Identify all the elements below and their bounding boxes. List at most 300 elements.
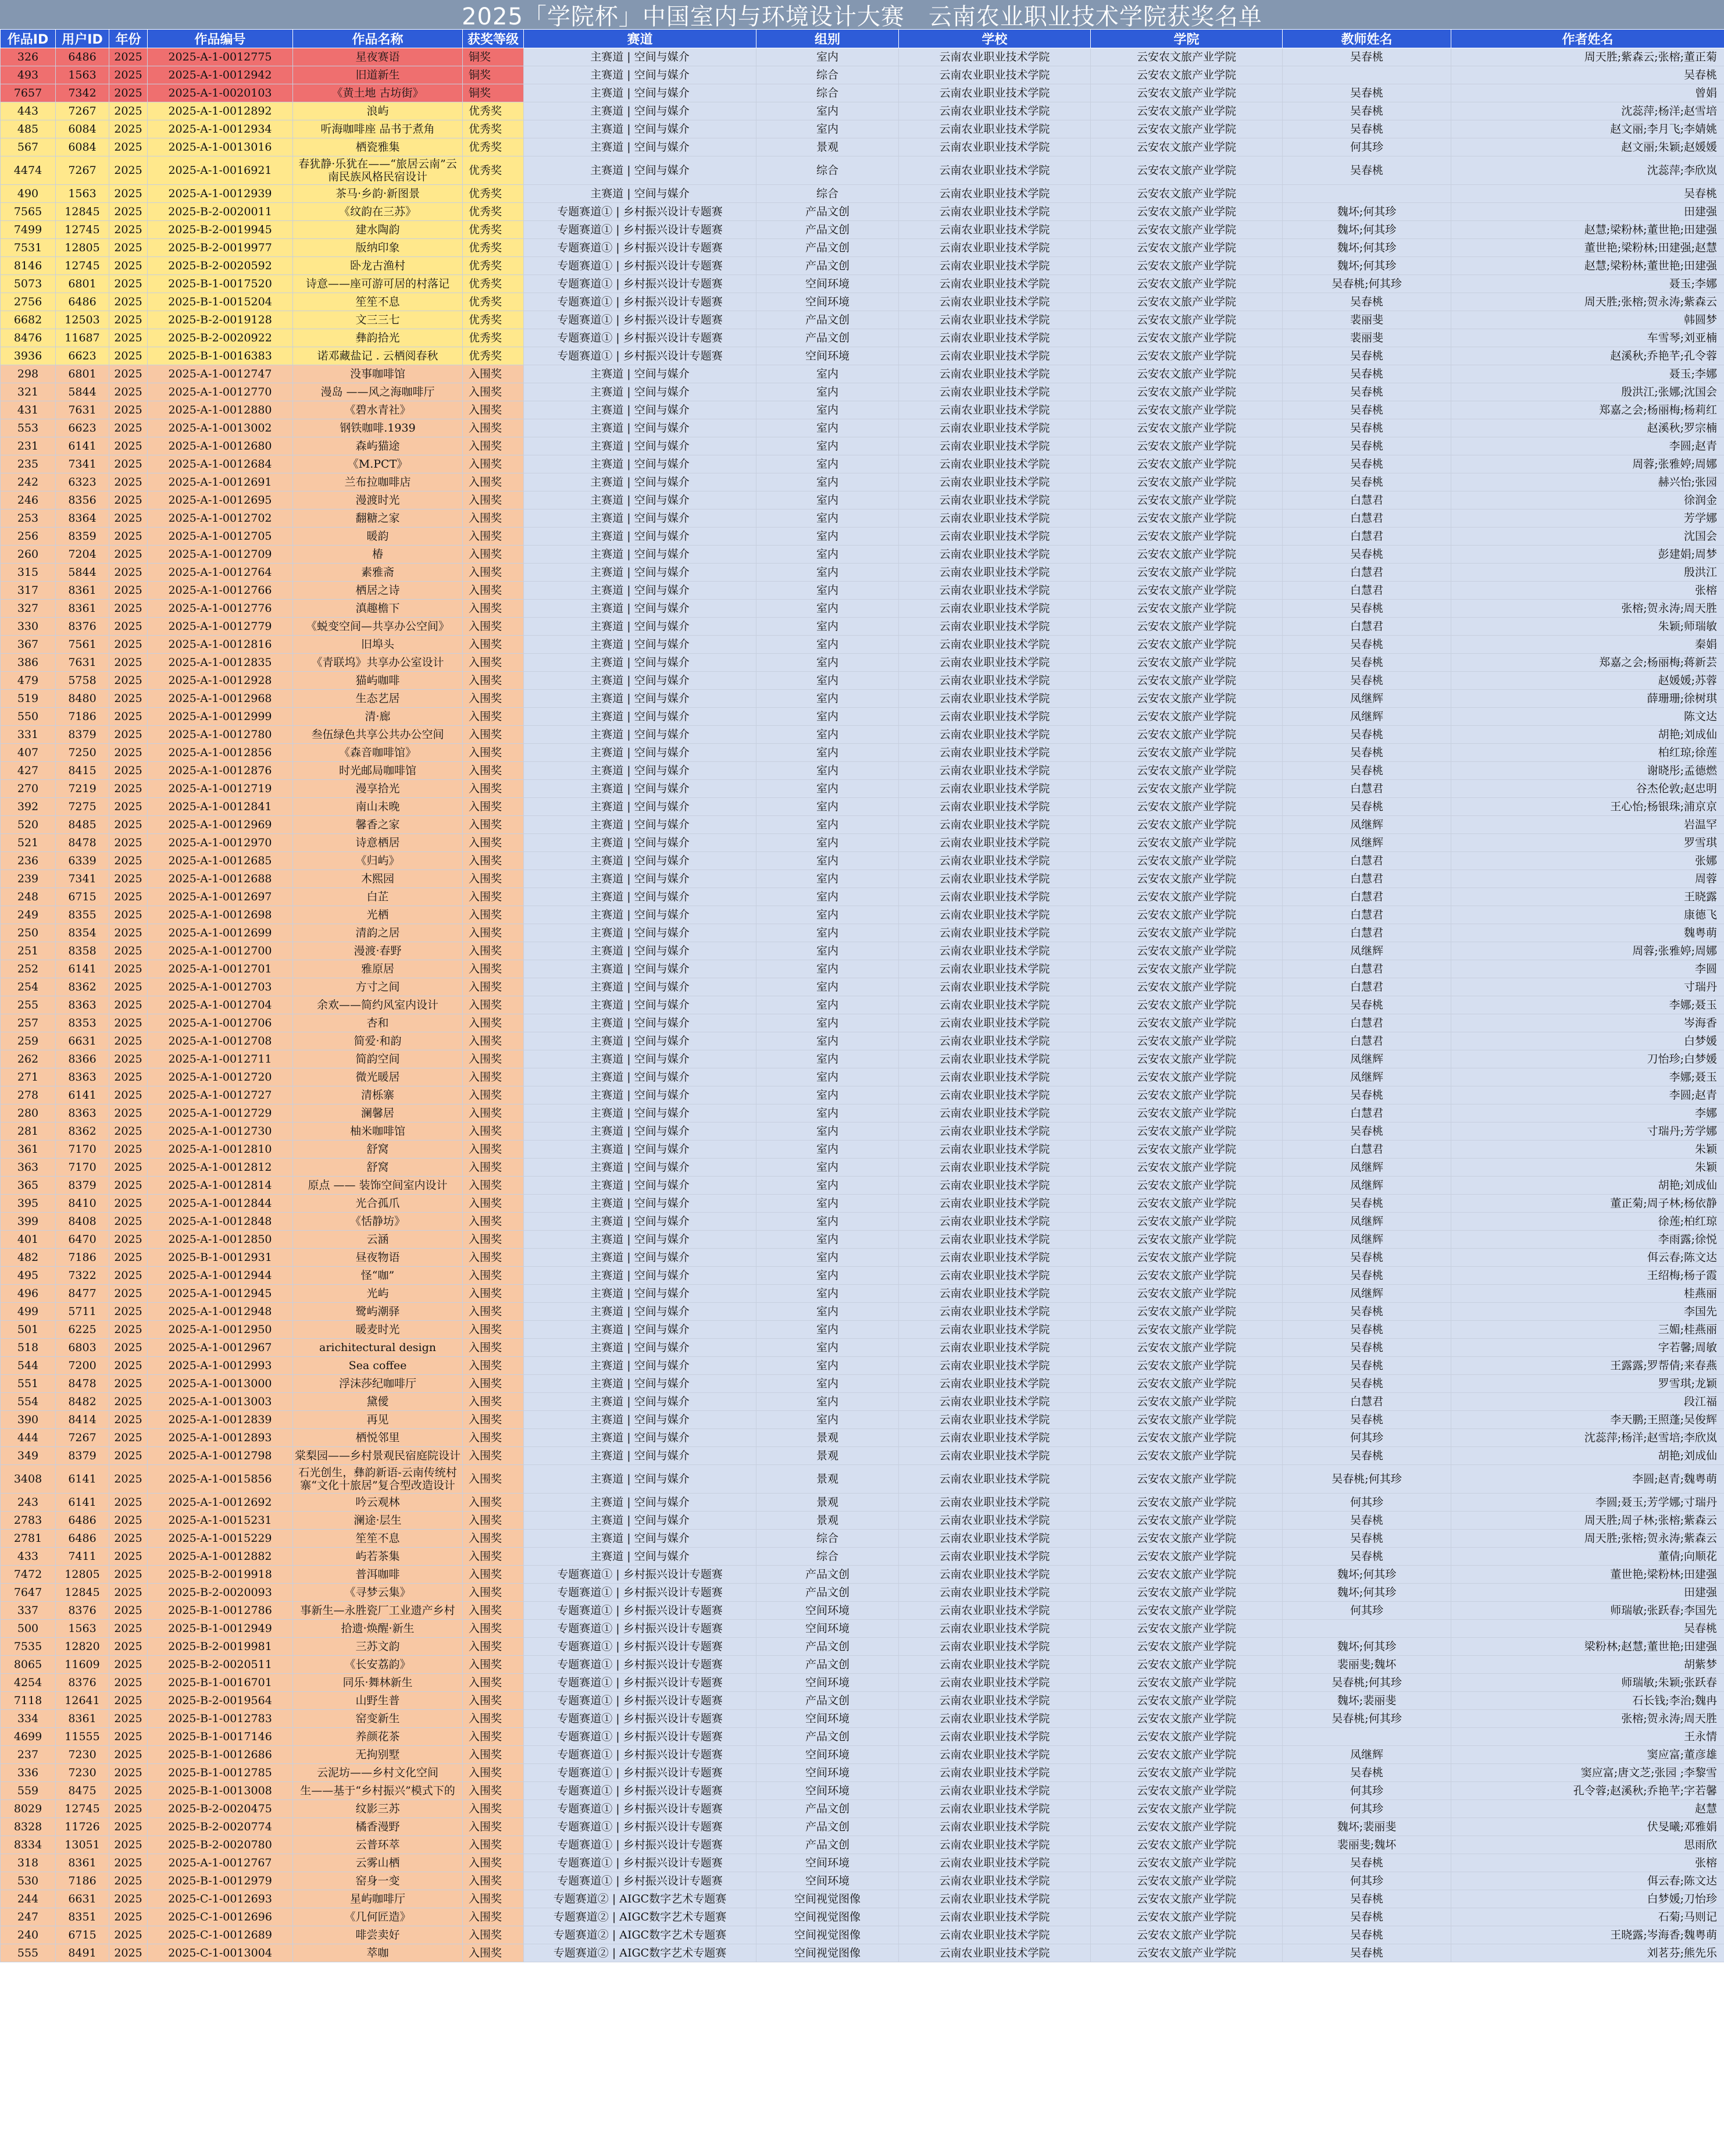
year-cell: 2025: [109, 528, 148, 546]
table-row[interactable]: [1, 1548, 1724, 1566]
group-cell: 景观: [756, 1447, 899, 1465]
college-cell: 云安农文旅产业学院: [1091, 185, 1283, 203]
table-row[interactable]: [1, 960, 1724, 978]
college-cell: 云安农文旅产业学院: [1091, 618, 1283, 636]
track-cell: 主赛道 | 空间与媒介: [524, 102, 756, 120]
college-cell: 云安农文旅产业学院: [1091, 1122, 1283, 1141]
year-cell: 2025: [109, 1530, 148, 1548]
table-row[interactable]: [1, 365, 1724, 383]
work-name-cell: 窑变新生: [293, 1710, 463, 1728]
college-cell: 云安农文旅产业学院: [1091, 564, 1283, 582]
table-row[interactable]: [1, 138, 1724, 156]
group-cell: 景观: [756, 138, 899, 156]
col-header[interactable]: 作者姓名: [1451, 30, 1724, 48]
work-number-cell: 2025-B-1-0012786: [148, 1602, 293, 1620]
year-cell: 2025: [109, 852, 148, 870]
group-cell: 室内: [756, 1032, 899, 1050]
table-row[interactable]: [1, 1566, 1724, 1584]
award-level-cell: 入围奖: [463, 1926, 524, 1944]
year-cell: 2025: [109, 203, 148, 221]
work-number-cell: 2025-A-1-0020103: [148, 84, 293, 102]
table-row[interactable]: [1, 1602, 1724, 1620]
table-row[interactable]: [1, 1159, 1724, 1177]
col-header[interactable]: 年份: [109, 30, 148, 48]
award-level-cell: 铜奖: [463, 48, 524, 66]
table-row[interactable]: [1, 636, 1724, 654]
year-cell: 2025: [109, 1122, 148, 1141]
work-name-cell: 翻糖之家: [293, 509, 463, 528]
teacher-cell: 吴春桃: [1283, 1411, 1451, 1429]
group-cell: 室内: [756, 1285, 899, 1303]
table-row[interactable]: [1, 996, 1724, 1014]
track-cell: 主赛道 | 空间与媒介: [524, 924, 756, 942]
table-row[interactable]: [1, 1638, 1724, 1656]
table-row[interactable]: [1, 780, 1724, 798]
col-header[interactable]: 赛道: [524, 30, 756, 48]
table-row[interactable]: [1, 834, 1724, 852]
teacher-cell: 吴春桃: [1283, 1267, 1451, 1285]
work-id-cell: 395: [1, 1195, 56, 1213]
group-cell: 产品文创: [756, 329, 899, 347]
teacher-cell: 白慧君: [1283, 924, 1451, 942]
work-number-cell: 2025-A-1-0012928: [148, 672, 293, 690]
user-id-cell: 6715: [56, 888, 109, 906]
user-id-cell: 7341: [56, 870, 109, 888]
work-name-cell: 纹影三苏: [293, 1800, 463, 1818]
table-row[interactable]: [1, 924, 1724, 942]
col-header[interactable]: 作品ID: [1, 30, 56, 48]
college-cell: 云安农文旅产业学院: [1091, 347, 1283, 365]
table-row[interactable]: [1, 1429, 1724, 1447]
work-name-cell: 素雅斋: [293, 564, 463, 582]
work-number-cell: 2025-A-1-0012698: [148, 906, 293, 924]
school-cell: 云南农业职业技术学院: [899, 834, 1091, 852]
year-cell: 2025: [109, 978, 148, 996]
table-row[interactable]: [1, 1818, 1724, 1836]
user-id-cell: 6486: [56, 1512, 109, 1530]
college-cell: 云安农文旅产业学院: [1091, 66, 1283, 84]
year-cell: 2025: [109, 654, 148, 672]
teacher-cell: 吴春桃;何其珍: [1283, 1710, 1451, 1728]
table-row[interactable]: [1, 1014, 1724, 1032]
school-cell: 云南农业职业技术学院: [899, 84, 1091, 102]
school-cell: 云南农业职业技术学院: [899, 1375, 1091, 1393]
award-level-cell: 入围奖: [463, 1339, 524, 1357]
user-id-cell: 8358: [56, 942, 109, 960]
table-row[interactable]: [1, 798, 1724, 816]
table-row[interactable]: [1, 1674, 1724, 1692]
table-row[interactable]: [1, 419, 1724, 437]
table-row[interactable]: [1, 1141, 1724, 1159]
table-row[interactable]: [1, 1746, 1724, 1764]
table-row[interactable]: [1, 816, 1724, 834]
year-cell: 2025: [109, 888, 148, 906]
work-name-cell: 事新生—永胜瓷厂工业遗产乡村: [293, 1602, 463, 1620]
school-cell: 云南农业职业技术学院: [899, 239, 1091, 257]
school-cell: 云南农业职业技术学院: [899, 942, 1091, 960]
table-row[interactable]: [1, 1321, 1724, 1339]
col-header[interactable]: 获奖等级: [463, 30, 524, 48]
table-row[interactable]: [1, 1032, 1724, 1050]
school-cell: 云南农业职业技术学院: [899, 1512, 1091, 1530]
col-header[interactable]: 组别: [756, 30, 899, 48]
table-row[interactable]: [1, 383, 1724, 401]
table-row[interactable]: [1, 203, 1724, 221]
table-row[interactable]: [1, 66, 1724, 84]
table-row[interactable]: [1, 311, 1724, 329]
year-cell: 2025: [109, 1068, 148, 1086]
award-level-cell: 入围奖: [463, 437, 524, 455]
year-cell: 2025: [109, 1375, 148, 1393]
group-cell: 空间环境: [756, 1620, 899, 1638]
user-id-cell: 8364: [56, 509, 109, 528]
authors-cell: 张榕: [1451, 1854, 1724, 1872]
teacher-cell: 白慧君: [1283, 1141, 1451, 1159]
col-header[interactable]: 学校: [899, 30, 1091, 48]
table-row[interactable]: [1, 708, 1724, 726]
group-cell: 室内: [756, 1411, 899, 1429]
track-cell: 主赛道 | 空间与媒介: [524, 1530, 756, 1548]
work-name-cell: 养颜花茶: [293, 1728, 463, 1746]
group-cell: 综合: [756, 1548, 899, 1566]
college-cell: 云安农文旅产业学院: [1091, 528, 1283, 546]
table-row[interactable]: [1, 1339, 1724, 1357]
table-row[interactable]: [1, 528, 1724, 546]
work-name-cell: 萃咖: [293, 1944, 463, 1962]
work-id-cell: 253: [1, 509, 56, 528]
work-id-cell: 248: [1, 888, 56, 906]
school-cell: 云南农业职业技术学院: [899, 1908, 1091, 1926]
authors-cell: 桂燕丽: [1451, 1285, 1724, 1303]
table-row[interactable]: [1, 1195, 1724, 1213]
college-cell: 云安农文旅产业学院: [1091, 437, 1283, 455]
school-cell: 云南农业职业技术学院: [899, 618, 1091, 636]
work-id-cell: 5073: [1, 275, 56, 293]
award-level-cell: 入围奖: [463, 1321, 524, 1339]
table-row[interactable]: [1, 1584, 1724, 1602]
table-row[interactable]: [1, 1800, 1724, 1818]
user-id-cell: 7200: [56, 1357, 109, 1375]
table-row[interactable]: [1, 1393, 1724, 1411]
table-row[interactable]: [1, 1249, 1724, 1267]
table-row[interactable]: [1, 1710, 1724, 1728]
table-row[interactable]: [1, 1357, 1724, 1375]
work-number-cell: 2025-A-1-0013002: [148, 419, 293, 437]
work-id-cell: 365: [1, 1177, 56, 1195]
school-cell: 云南农业职业技术学院: [899, 1746, 1091, 1764]
school-cell: 云南农业职业技术学院: [899, 780, 1091, 798]
college-cell: 云安农文旅产业学院: [1091, 1638, 1283, 1656]
table-row[interactable]: [1, 1836, 1724, 1854]
work-number-cell: 2025-B-2-0019981: [148, 1638, 293, 1656]
table-row[interactable]: [1, 1086, 1724, 1104]
college-cell: 云安农文旅产业学院: [1091, 1836, 1283, 1854]
table-row[interactable]: [1, 1944, 1724, 1962]
table-row[interactable]: [1, 1104, 1724, 1122]
table-row[interactable]: [1, 293, 1724, 311]
school-cell: 云南农业职业技术学院: [899, 275, 1091, 293]
table-row[interactable]: [1, 1620, 1724, 1638]
teacher-cell: 吴春桃: [1283, 1447, 1451, 1465]
table-row[interactable]: [1, 1530, 1724, 1548]
table-row[interactable]: [1, 1854, 1724, 1872]
table-row[interactable]: [1, 401, 1724, 419]
group-cell: 室内: [756, 618, 899, 636]
table-row[interactable]: [1, 1411, 1724, 1429]
year-cell: 2025: [109, 1393, 148, 1411]
col-header[interactable]: 学院: [1091, 30, 1283, 48]
table-row[interactable]: [1, 546, 1724, 564]
table-row[interactable]: [1, 1692, 1724, 1710]
authors-cell: 董世艳;梁粉林;田建强;赵慧: [1451, 239, 1724, 257]
teacher-cell: 何其珍: [1283, 1782, 1451, 1800]
authors-cell: 师瑞敏;张跃春;李国先: [1451, 1602, 1724, 1620]
col-header[interactable]: 教师姓名: [1283, 30, 1451, 48]
school-cell: 云南农业职业技术学院: [899, 347, 1091, 365]
table-row[interactable]: [1, 618, 1724, 636]
table-row[interactable]: [1, 156, 1724, 185]
work-number-cell: 2025-A-1-0015231: [148, 1512, 293, 1530]
table-row[interactable]: [1, 257, 1724, 275]
table-row[interactable]: [1, 582, 1724, 600]
table-row[interactable]: [1, 347, 1724, 365]
table-row[interactable]: [1, 1465, 1724, 1494]
work-id-cell: 251: [1, 942, 56, 960]
work-number-cell: 2025-A-1-0012702: [148, 509, 293, 528]
table-row[interactable]: [1, 1375, 1724, 1393]
table-row[interactable]: [1, 473, 1724, 491]
table-row[interactable]: [1, 455, 1724, 473]
authors-cell: 张榕;贺永涛;周天胜: [1451, 600, 1724, 618]
track-cell: 主赛道 | 空间与媒介: [524, 618, 756, 636]
table-row[interactable]: [1, 1512, 1724, 1530]
college-cell: 云安农文旅产业学院: [1091, 311, 1283, 329]
teacher-cell: 吴春桃: [1283, 1339, 1451, 1357]
user-id-cell: 13051: [56, 1836, 109, 1854]
work-number-cell: 2025-A-1-0012684: [148, 455, 293, 473]
table-row[interactable]: [1, 1494, 1724, 1512]
table-row[interactable]: [1, 437, 1724, 455]
table-row[interactable]: [1, 221, 1724, 239]
user-id-cell: 8363: [56, 1104, 109, 1122]
college-cell: 云安农文旅产业学院: [1091, 1854, 1283, 1872]
table-row[interactable]: [1, 329, 1724, 347]
table-row[interactable]: [1, 1303, 1724, 1321]
table-row[interactable]: [1, 84, 1724, 102]
table-row[interactable]: [1, 564, 1724, 582]
award-level-cell: 优秀奖: [463, 275, 524, 293]
track-cell: 主赛道 | 空间与媒介: [524, 762, 756, 780]
table-row[interactable]: [1, 1068, 1724, 1086]
college-cell: 云安农文旅产业学院: [1091, 1818, 1283, 1836]
college-cell: 云安农文旅产业学院: [1091, 744, 1283, 762]
work-name-cell: arichitectural design: [293, 1339, 463, 1357]
table-row[interactable]: [1, 1231, 1724, 1249]
track-cell: 主赛道 | 空间与媒介: [524, 1086, 756, 1104]
col-header[interactable]: 作品名称: [293, 30, 463, 48]
school-cell: 云南农业职业技术学院: [899, 66, 1091, 84]
award-level-cell: 入围奖: [463, 473, 524, 491]
track-cell: 主赛道 | 空间与媒介: [524, 1122, 756, 1141]
table-row[interactable]: [1, 509, 1724, 528]
work-id-cell: 559: [1, 1782, 56, 1800]
table-row[interactable]: [1, 239, 1724, 257]
school-cell: 云南农业职业技术学院: [899, 491, 1091, 509]
teacher-cell: 吴春桃;何其珍: [1283, 1465, 1451, 1494]
school-cell: 云南农业职业技术学院: [899, 48, 1091, 66]
college-cell: 云安农文旅产业学院: [1091, 203, 1283, 221]
school-cell: 云南农业职业技术学院: [899, 798, 1091, 816]
work-number-cell: 2025-C-1-0012689: [148, 1926, 293, 1944]
work-name-cell: 《几何匠造》: [293, 1908, 463, 1926]
work-number-cell: 2025-A-1-0012695: [148, 491, 293, 509]
authors-cell: 李圆;聂玉;芳学娜;寸瑞丹: [1451, 1494, 1724, 1512]
table-row[interactable]: [1, 600, 1724, 618]
year-cell: 2025: [109, 1548, 148, 1566]
table-row[interactable]: [1, 744, 1724, 762]
year-cell: 2025: [109, 239, 148, 257]
col-header[interactable]: 用户ID: [56, 30, 109, 48]
work-name-cell: 余欢——简约风室内设计: [293, 996, 463, 1014]
table-row[interactable]: [1, 1122, 1724, 1141]
table-row[interactable]: [1, 1213, 1724, 1231]
user-id-cell: 7170: [56, 1159, 109, 1177]
table-row[interactable]: [1, 185, 1724, 203]
table-row[interactable]: [1, 1177, 1724, 1195]
school-cell: 云南农业职业技术学院: [899, 960, 1091, 978]
user-id-cell: 12805: [56, 239, 109, 257]
work-name-cell: 漫渡·春野: [293, 942, 463, 960]
work-name-cell: 森屿猫途: [293, 437, 463, 455]
work-number-cell: 2025-A-1-0012688: [148, 870, 293, 888]
work-name-cell: 茶马·乡韵·新图景: [293, 185, 463, 203]
col-header[interactable]: 作品编号: [148, 30, 293, 48]
table-row[interactable]: [1, 1050, 1724, 1068]
table-row[interactable]: [1, 1728, 1724, 1746]
table-row[interactable]: [1, 870, 1724, 888]
award-level-cell: 优秀奖: [463, 203, 524, 221]
table-row[interactable]: [1, 275, 1724, 293]
table-row[interactable]: [1, 762, 1724, 780]
table-row[interactable]: [1, 1908, 1724, 1926]
group-cell: 室内: [756, 726, 899, 744]
school-cell: 云南农业职业技术学院: [899, 654, 1091, 672]
table-row[interactable]: [1, 1872, 1724, 1890]
year-cell: 2025: [109, 726, 148, 744]
award-level-cell: 入围奖: [463, 1584, 524, 1602]
track-cell: 专题赛道② | AIGC数字艺术专题赛: [524, 1944, 756, 1962]
work-name-cell: 鹭屿潮驿: [293, 1303, 463, 1321]
work-number-cell: 2025-B-2-0019977: [148, 239, 293, 257]
year-cell: 2025: [109, 1620, 148, 1638]
table-row[interactable]: [1, 672, 1724, 690]
group-cell: 景观: [756, 1465, 899, 1494]
table-row[interactable]: [1, 942, 1724, 960]
track-cell: 专题赛道① | 乡村振兴设计专题赛: [524, 1836, 756, 1854]
teacher-cell: 魏坏;何其珍: [1283, 1584, 1451, 1602]
group-cell: 室内: [756, 1303, 899, 1321]
table-row[interactable]: [1, 888, 1724, 906]
table-row[interactable]: [1, 726, 1724, 744]
award-level-cell: 优秀奖: [463, 239, 524, 257]
work-number-cell: 2025-B-1-0012979: [148, 1872, 293, 1890]
work-id-cell: 482: [1, 1249, 56, 1267]
table-row[interactable]: [1, 654, 1724, 672]
college-cell: 云安农文旅产业学院: [1091, 1674, 1283, 1692]
table-row[interactable]: [1, 906, 1724, 924]
award-level-cell: 入围奖: [463, 1465, 524, 1494]
group-cell: 空间视觉图像: [756, 1890, 899, 1908]
table-row[interactable]: [1, 690, 1724, 708]
school-cell: 云南农业职业技术学院: [899, 1728, 1091, 1746]
school-cell: 云南农业职业技术学院: [899, 1050, 1091, 1068]
authors-cell: 曾娟: [1451, 84, 1724, 102]
table-row[interactable]: [1, 1285, 1724, 1303]
table-row[interactable]: [1, 120, 1724, 138]
year-cell: 2025: [109, 156, 148, 185]
table-row[interactable]: [1, 1447, 1724, 1465]
award-level-cell: 入围奖: [463, 1818, 524, 1836]
year-cell: 2025: [109, 1141, 148, 1159]
award-level-cell: 入围奖: [463, 1530, 524, 1548]
year-cell: 2025: [109, 1926, 148, 1944]
teacher-cell: 白慧君: [1283, 564, 1451, 582]
user-id-cell: 8361: [56, 1710, 109, 1728]
table-row[interactable]: [1, 1764, 1724, 1782]
work-id-cell: 334: [1, 1710, 56, 1728]
table-row[interactable]: [1, 978, 1724, 996]
teacher-cell: 吴春桃: [1283, 401, 1451, 419]
work-id-cell: 7472: [1, 1566, 56, 1584]
group-cell: 室内: [756, 978, 899, 996]
table-row[interactable]: [1, 1656, 1724, 1674]
year-cell: 2025: [109, 48, 148, 66]
school-cell: 云南农业职业技术学院: [899, 600, 1091, 618]
group-cell: 空间环境: [756, 1602, 899, 1620]
track-cell: 主赛道 | 空间与媒介: [524, 960, 756, 978]
group-cell: 室内: [756, 1231, 899, 1249]
work-name-cell: 屿若茶集: [293, 1548, 463, 1566]
track-cell: 专题赛道① | 乡村振兴设计专题赛: [524, 239, 756, 257]
work-id-cell: 249: [1, 906, 56, 924]
work-name-cell: 简爱·和韵: [293, 1032, 463, 1050]
group-cell: 室内: [756, 816, 899, 834]
table-row[interactable]: [1, 1267, 1724, 1285]
user-id-cell: 12805: [56, 1566, 109, 1584]
teacher-cell: 吴春桃: [1283, 1375, 1451, 1393]
table-row[interactable]: [1, 491, 1724, 509]
work-number-cell: 2025-B-1-0012783: [148, 1710, 293, 1728]
work-number-cell: 2025-A-1-0015229: [148, 1530, 293, 1548]
user-id-cell: 8361: [56, 582, 109, 600]
table-row[interactable]: [1, 48, 1724, 66]
college-cell: 云安农文旅产业学院: [1091, 1267, 1283, 1285]
table-row[interactable]: [1, 1890, 1724, 1908]
year-cell: 2025: [109, 1249, 148, 1267]
table-row[interactable]: [1, 102, 1724, 120]
year-cell: 2025: [109, 257, 148, 275]
work-name-cell: 春犹静·乐犹在——“旅居云南”云南民族风格民宿设计: [293, 156, 463, 185]
school-cell: 云南农业职业技术学院: [899, 419, 1091, 437]
work-name-cell: 光合孤爪: [293, 1195, 463, 1213]
table-row[interactable]: [1, 852, 1724, 870]
year-cell: 2025: [109, 1584, 148, 1602]
year-cell: 2025: [109, 455, 148, 473]
table-row[interactable]: [1, 1926, 1724, 1944]
school-cell: 云南农业职业技术学院: [899, 1710, 1091, 1728]
work-name-cell: 生态艺居: [293, 690, 463, 708]
table-row[interactable]: [1, 1782, 1724, 1800]
